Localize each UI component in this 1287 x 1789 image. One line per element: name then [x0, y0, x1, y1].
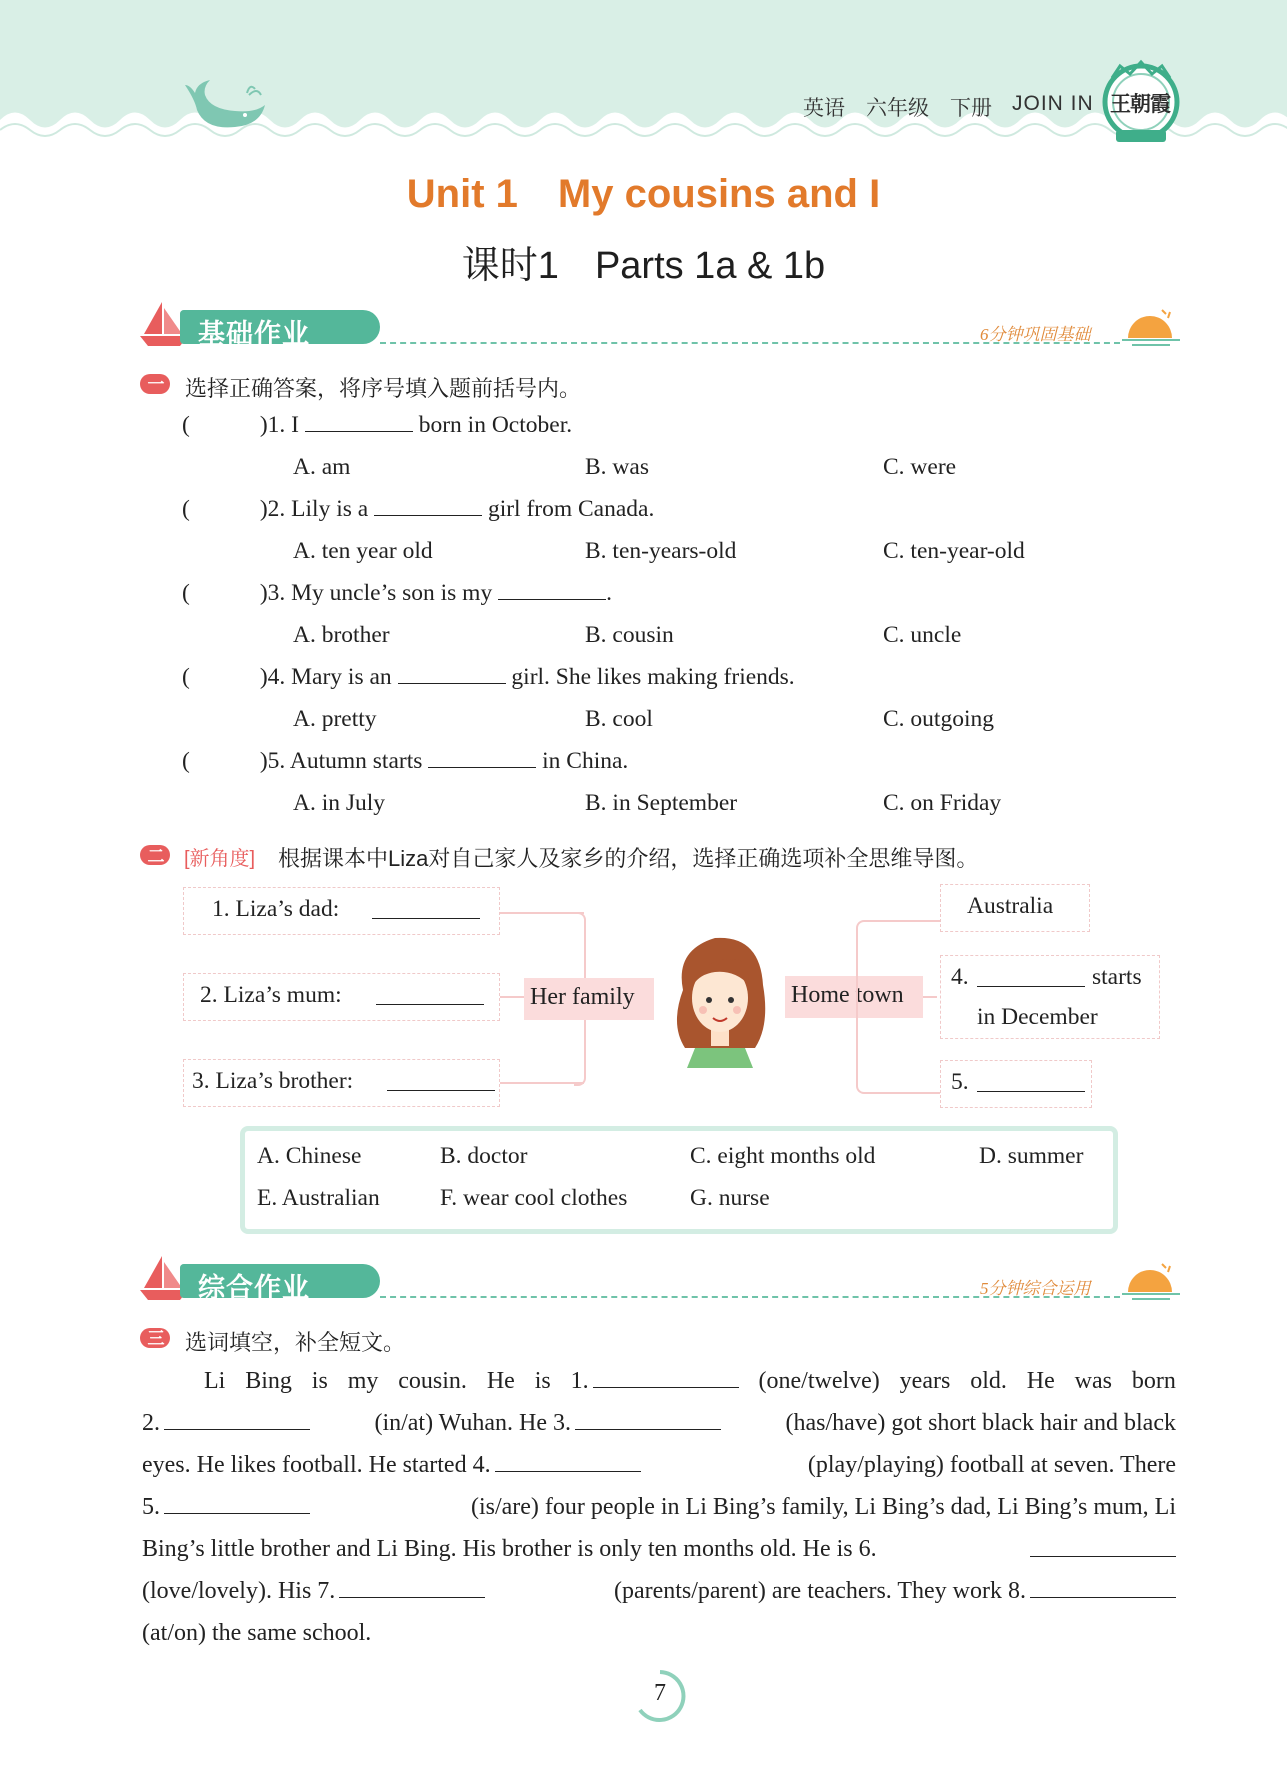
answer-bracket-open: ( [182, 580, 190, 606]
passage-line [142, 1360, 1176, 1402]
map-box-brother [183, 1059, 500, 1107]
word: born [1131, 1368, 1176, 1394]
blank-number: 5. [142, 1494, 160, 1520]
word: was [1074, 1368, 1112, 1394]
girl-portrait-icon [665, 930, 775, 1070]
fill-blank[interactable] [164, 1411, 310, 1430]
question-instruction: 选词填空，补全短文。 [185, 1330, 406, 1355]
question-number: 一 [147, 375, 165, 394]
edition-label: JOIN IN [1012, 92, 1094, 115]
word: cousin. [398, 1368, 467, 1394]
map-box-mum [183, 973, 500, 1021]
map-box-label: Australia [967, 893, 1054, 919]
option-a: A. pretty [293, 706, 377, 732]
question-number: 二 [147, 847, 165, 866]
word: is [534, 1368, 551, 1394]
answer-bracket-close: ) [259, 496, 268, 522]
option-item: A. Chinese [257, 1143, 362, 1169]
home-town-label: Home town [791, 982, 904, 1008]
answer-bracket-open: ( [182, 496, 190, 522]
option-item: B. doctor [440, 1143, 528, 1169]
option-a: A. brother [293, 622, 390, 648]
word: old. [970, 1368, 1007, 1394]
question-number: 三 [147, 1329, 165, 1348]
passage-text: (at/on) the same school. [142, 1620, 372, 1646]
section-label: 综合作业 [198, 1273, 310, 1303]
fill-blank[interactable] [575, 1411, 721, 1430]
option-a: A. am [293, 454, 351, 480]
fill-blank[interactable] [428, 749, 536, 768]
fill-blank[interactable] [498, 581, 606, 600]
connector [498, 912, 584, 914]
passage-text: Bing’s little brother and Li Bing. His brother is only ten months old. He is 6. [142, 1536, 877, 1562]
word: is [311, 1368, 328, 1394]
option-item: G. nurse [690, 1185, 770, 1211]
fill-blank[interactable] [374, 497, 482, 516]
option-c: C. ten-year-old [883, 538, 1025, 564]
unit-name: My cousins and I [557, 172, 881, 216]
item-text-after: in China. [542, 748, 629, 774]
word-with-blank [374, 1402, 721, 1444]
item-text-before: Mary is an [291, 664, 392, 690]
answer-bracket-open: ( [182, 748, 190, 774]
option-b: B. in September [585, 790, 738, 816]
list-item [182, 580, 612, 607]
word-with-blank [142, 1486, 310, 1528]
item-text-before: Autumn starts [289, 748, 423, 774]
word-with-blank [142, 1444, 641, 1486]
map-box-number: 4. [951, 964, 969, 990]
item-number: 2. [267, 496, 286, 522]
question-instruction: 根据课本中Liza对自己家人及家乡的介绍，选择正确选项补全思维导图。 [278, 846, 979, 871]
map-box-label: 1. Liza’s dad: [212, 896, 340, 922]
whale-icon [175, 75, 275, 135]
passage-text: (is/are) four people in Li Bing’s family, Li Bing’s dad, Li Bing’s mum, Li [470, 1494, 1176, 1520]
option-item: E. Australian [257, 1185, 380, 1211]
answer-bracket-close: ) [259, 412, 268, 438]
passage-line [142, 1528, 1176, 1570]
item-number: 3. [267, 580, 286, 606]
fill-blank[interactable] [376, 986, 484, 1005]
brand-logo [1100, 58, 1182, 146]
word: Bing [245, 1368, 292, 1394]
word: my [347, 1368, 379, 1394]
map-box-label: in December [977, 1004, 1098, 1030]
term-label: 下册 [950, 97, 992, 120]
logo-text: 王朝霞 [1110, 92, 1170, 116]
connector-bracket [856, 920, 942, 1094]
item-text-before: My uncle’s son is my [291, 580, 493, 606]
passage-line [142, 1444, 1176, 1486]
word: Li [204, 1368, 226, 1394]
passage-line [142, 1402, 1176, 1444]
passage-text: (parents/parent) are teachers. They work 8. [613, 1578, 1026, 1604]
unit-number: Unit 1 [406, 172, 518, 216]
item-number: 4. [267, 664, 286, 690]
answer-bracket-close: ) [259, 748, 268, 774]
answer-bracket-close: ) [259, 580, 268, 606]
option-c: C. on Friday [883, 790, 1002, 816]
item-text-after: girl. She likes making friends. [511, 664, 795, 690]
word: He [1026, 1368, 1055, 1394]
map-box-australia [940, 884, 1090, 932]
fill-blank[interactable] [339, 1579, 485, 1598]
item-text-before: I [291, 412, 299, 438]
option-c: C. were [883, 454, 957, 480]
parts-label: Parts 1a & 1b [594, 245, 826, 287]
word-with-blank [614, 1570, 1176, 1612]
item-text-after: girl from Canada. [487, 496, 655, 522]
answer-bracket-open: ( [182, 412, 190, 438]
option-a: A. ten year old [293, 538, 433, 564]
option-item: C. eight months old [690, 1143, 876, 1169]
passage-line [142, 1570, 1176, 1612]
word-hint: (one/twelve) [758, 1368, 880, 1394]
question-instruction: 选择正确答案，将序号填入题前括号内。 [185, 376, 582, 401]
map-box-dad [183, 887, 500, 935]
map-box-number: 5. [951, 1069, 969, 1095]
passage-text: (play/playing) football at seven. There [807, 1452, 1176, 1478]
item-number: 1. [267, 412, 286, 438]
passage-text: (love/lovely). His 7. [142, 1578, 336, 1604]
fill-blank[interactable] [977, 1073, 1085, 1092]
passage-text: (in/at) Wuhan. He 3. [374, 1410, 571, 1436]
passage-line [142, 1486, 1176, 1528]
connector [498, 996, 524, 998]
item-text-after: born in October. [418, 412, 573, 438]
lesson-label: 课时1 [461, 245, 559, 287]
passage-text: eyes. He likes football. He started 4. [142, 1452, 491, 1478]
fill-blank[interactable] [305, 413, 413, 432]
connector [498, 1082, 584, 1084]
item-text-after: . [606, 580, 612, 606]
fill-blank[interactable] [387, 1072, 495, 1091]
map-box-fifth [940, 1060, 1092, 1108]
passage-line [142, 1612, 1176, 1654]
item-number: 5. [267, 748, 286, 774]
item-text-before: Lily is a [291, 496, 369, 522]
lesson-title [0, 234, 1287, 289]
options-box [240, 1126, 1118, 1234]
section-banner-basic [140, 306, 1180, 350]
option-b: B. ten-years-old [585, 538, 737, 564]
map-box-label: starts [1092, 964, 1142, 990]
option-b: B. cousin [585, 622, 674, 648]
option-b: B. cool [585, 706, 653, 732]
answer-bracket-open: ( [182, 664, 190, 690]
option-c: C. uncle [883, 622, 962, 648]
subject-label: 英语 [803, 97, 845, 120]
her-family-node [524, 978, 654, 1020]
section-label: 基础作业 [198, 319, 310, 349]
fill-blank[interactable] [977, 968, 1085, 987]
fill-blank[interactable] [1030, 1538, 1176, 1557]
map-box-season [940, 955, 1160, 1039]
map-box-label: 3. Liza’s brother: [192, 1068, 354, 1094]
list-item [182, 664, 795, 691]
fill-blank[interactable] [398, 665, 506, 684]
sunset-icon [1122, 304, 1180, 348]
section-tag: 5分钟综合运用 [980, 1279, 1091, 1298]
fill-blank[interactable] [495, 1453, 641, 1472]
word-with-blank [142, 1570, 485, 1612]
fill-blank[interactable] [593, 1369, 739, 1388]
option-b: B. was [585, 454, 649, 480]
grade-label: 六年级 [866, 97, 929, 120]
word: years [899, 1368, 951, 1394]
list-item [182, 412, 572, 439]
list-item [182, 748, 628, 775]
option-a: A. in July [293, 790, 386, 816]
answer-bracket-close: ) [259, 664, 268, 690]
new-angle-tag: [新角度] [184, 848, 256, 870]
passage-text: (has/have) got short black hair and black [785, 1410, 1176, 1436]
blank-number: 2. [142, 1410, 160, 1436]
fill-blank[interactable] [372, 900, 480, 919]
fill-blank[interactable] [1030, 1579, 1176, 1598]
her-family-label: Her family [530, 984, 635, 1010]
cloze-passage [142, 1360, 1176, 1654]
blank-number: 1. [570, 1368, 589, 1394]
word-with-blank [571, 1360, 739, 1402]
unit-title [0, 172, 1287, 217]
sunset-icon [1122, 1258, 1180, 1302]
option-item: D. summer [979, 1143, 1084, 1169]
option-item: F. wear cool clothes [440, 1185, 628, 1211]
section-tag: 6分钟巩固基础 [980, 325, 1091, 344]
fill-blank[interactable] [164, 1495, 310, 1514]
section-banner-comprehensive [140, 1260, 1180, 1304]
option-c: C. outgoing [883, 706, 994, 732]
word: He [486, 1368, 515, 1394]
list-item [182, 496, 654, 523]
word-with-blank [142, 1402, 310, 1444]
page-number: 7 [654, 1680, 666, 1706]
map-box-label: 2. Liza’s mum: [200, 982, 342, 1008]
